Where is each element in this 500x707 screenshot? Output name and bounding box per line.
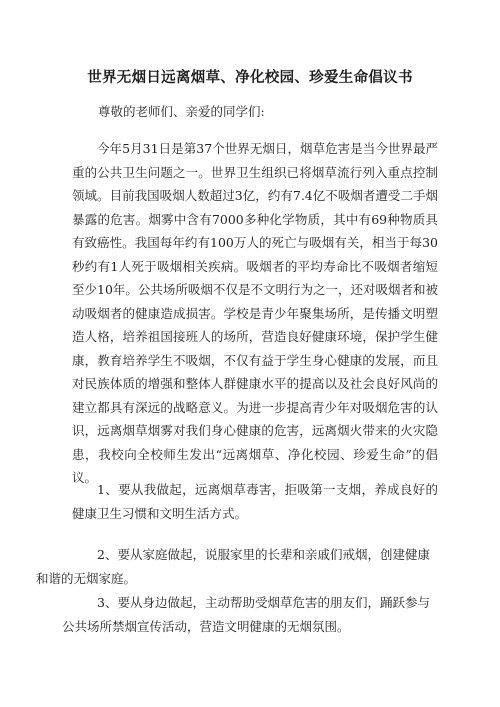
- proposal-item-2-line-2: 和谐的无烟家庭。: [36, 570, 137, 586]
- greeting: 尊敬的老师们、亲爱的同学们:: [98, 104, 265, 119]
- proposal-item-2: [36, 543, 438, 590]
- proposal-item-2-line-1: 2、要从家庭做起，说服家里的长辈和亲戚们戒烟，创建健康: [97, 547, 430, 562]
- document-title: 世界无烟日远离烟草、净化校园、珍爱生命倡议书: [87, 70, 413, 86]
- proposal-item-3-line-2: 公共场所禁烟宣传活动，营造文明健康的无烟氛围。: [62, 618, 350, 634]
- paragraph-main: 今年5月31日是第37个世界无烟日，烟草危害是当今世界最严重的公共卫生问题之一。世界卫生组织已将烟草流行列入重点控制领域。目前我国吸烟人数超过3亿，约有7.4亿不吸烟者遭受二手烟暴露的危害。烟雾中含有7000多种化学物质，其中有69种物质具有致癌性。我国每年约有100万人的死亡与吸烟有关，相当于每30秒约有1人死于吸烟相关疾病。吸烟者的平均寿命比不吸烟者缩短至少10年。公共场所吸烟不仅是不文明行为之一，还对吸烟者和被动吸烟者的健康造成损害。学校是青少年聚集场所，是传播文明塑造人格，培养祖国接班人的场所，营造良好健康环境，保护学生健康，教育培养学生不吸烟，不仅有益于学生身心健康的发展，而且对民族体质的增强和整体人群健康水平的提高以及社会良好风尚的建立都具有深远的战略意义。为进一步提高青少年对吸烟危害的认识，远离烟草烟雾对我们身心健康的危害，远离烟火带来的火灾隐患，我校向全校师生发出“远离烟草、净化校园、珍爱生命”的倡议。: [72, 141, 438, 485]
- proposal-item-3: [62, 591, 438, 638]
- proposal-item-3-line-1: 3、要从身边做起，主动帮助受烟草危害的朋友们，踊跃参与: [97, 595, 430, 610]
- proposal-item-1: 1、要从我做起，远离烟草毒害，拒吸第一支烟，养成良好的健康卫生习惯和文明生活方式。: [72, 482, 438, 521]
